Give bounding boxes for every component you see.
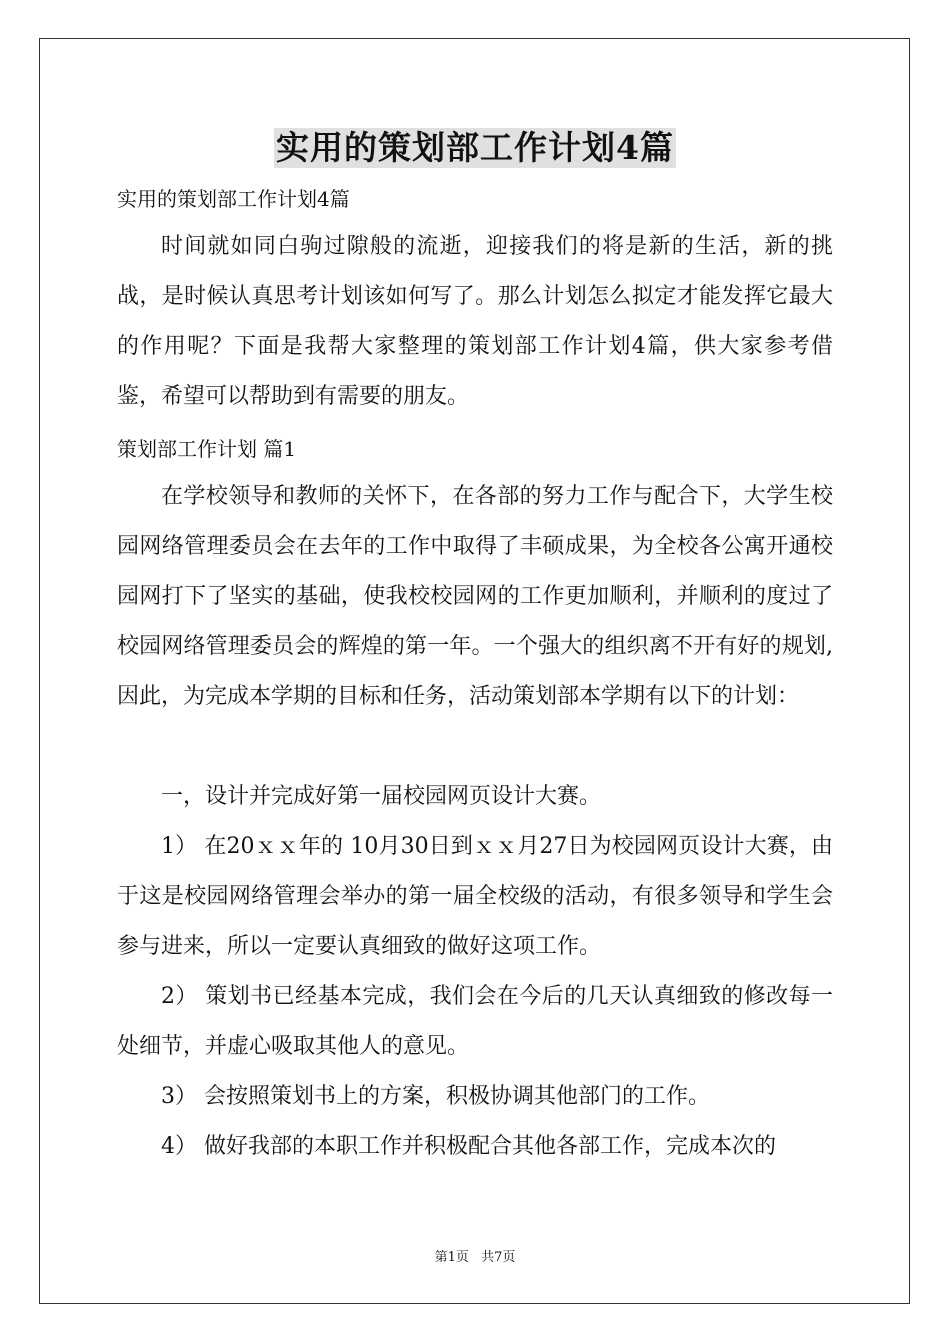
title-wrap	[0, 128, 950, 168]
page-number: 第1页	[434, 1250, 469, 1265]
body-paragraph-1: 在学校领导和教师的关怀下，在各部的努力工作与配合下，大学生校园网络管理委员会在去年的工作中取得了丰硕成果，为全校各公寓开通校园网打下了坚实的基础，使我校校园网的工作更加顺利，并顺利的度过了校园网络管理委员会的辉煌的第一年。一个强大的组织离不开有好的规划,因此，为完成本学期的目标和任务，活动策划部本学期有以下的计划：	[117, 484, 833, 709]
page-footer	[0, 1246, 950, 1265]
body-paragraph-2: 一，设计并完成好第一届校园网页设计大赛。	[161, 784, 602, 809]
document-subtitle: 实用的策划部工作计划4篇	[117, 187, 350, 211]
document-title: 实用的策划部工作计划4篇	[276, 128, 674, 167]
page-total: 共7页	[481, 1250, 516, 1265]
intro-paragraph: 时间就如同白驹过隙般的流逝，迎接我们的将是新的生活，新的挑战，是时候认真思考计划该如何写了。那么计划怎么拟定才能发挥它最大的作用呢？下面是我帮大家整理的策划部工作计划4篇，供大家参考借鉴，希望可以帮助到有需要的朋友。	[117, 234, 833, 409]
body-paragraph-5: 3） 会按照策划书上的方案，积极协调其他部门的工作。	[161, 1084, 710, 1109]
section-heading: 策划部工作计划 篇1	[117, 437, 297, 461]
body-paragraph-3: 1） 在20ｘｘ年的 10月30日到ｘｘ月27日为校园网页设计大赛，由于这是校园网络管理会举办的第一届全校级的活动，有很多领导和学生会参与进来，所以一定要认真细致的做好这项工作。	[117, 834, 833, 959]
body-paragraph-6: 4） 做好我部的本职工作并积极配合其他各部工作，完成本次的	[161, 1134, 776, 1159]
body-paragraph-4: 2） 策划书已经基本完成，我们会在今后的几天认真细致的修改每一处细节，并虚心吸取其他人的意见。	[117, 984, 833, 1059]
